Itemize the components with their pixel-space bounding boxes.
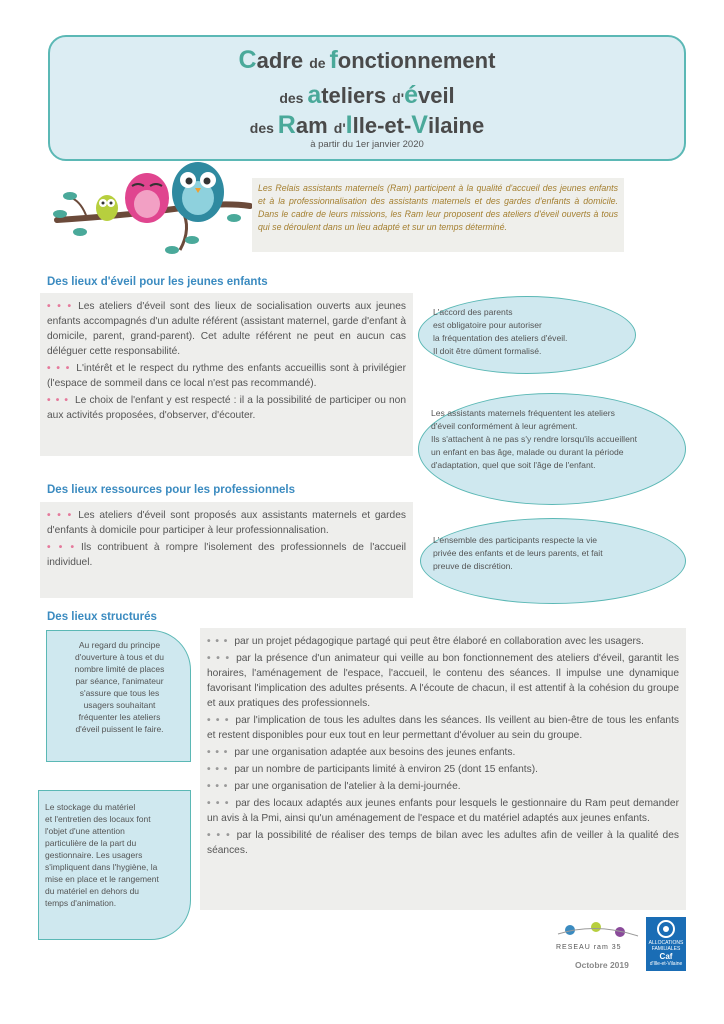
caf-emblem-icon (654, 920, 678, 938)
title-segment: C (238, 46, 257, 74)
side-note-materiel: Le stockage du matériel et l'entretien des locaux font l'objet d'une attention particulière de la part du gestionnaire. Les usagers s'impliquent dans l'hygiène, la mise en place et le rangement du matériel en dehors du temps d'animation. (38, 790, 191, 940)
bullet-dots: • • • (207, 653, 231, 664)
title-segment: adre (256, 48, 310, 73)
bullet-dots: • • • (207, 715, 230, 726)
section-title-structures: Des lieux structurés (47, 611, 157, 623)
bullet-dots: • • • (207, 798, 230, 809)
title-segment: ilaine (427, 113, 485, 138)
list-item: • • • par un nombre de participants limité à environ 25 (dont 15 enfants). (207, 764, 538, 775)
bullet-dots: • • • (207, 764, 229, 775)
intro-text: Les Relais assistants maternels (Ram) participent à la qualité d'accueil des jeunes enfants et à la professionnalisation des assistants maternels et des gardes d'enfants à domicile. Dans le cadre de leurs missions, les Ram leur proposent des ateliers d'éveil ouverts à tous qui se déroulent dans un lieu adapté et sur un temps déterminé. (252, 178, 624, 252)
paragraph: • • • Les ateliers d'éveil sont des lieux de socialisation ouverts aux jeunes enfants accompagnés d'un adulte référent (assistant maternel, garde d'enfant à domicile, parent, grand-parent). Cet adulte référent ne peut en aucun cas déléguer cette responsabilité. (47, 301, 406, 357)
owls-on-branch-illustration (52, 158, 252, 258)
bullet-dots: • • • (47, 363, 71, 374)
title-segment: R (277, 111, 296, 139)
title-segment: d' (392, 90, 405, 106)
section-structures-box (200, 628, 686, 910)
list-item: • • • par une organisation adaptée aux besoins des jeunes enfants. (207, 747, 516, 758)
bullet-dots: • • • (207, 636, 229, 647)
bubble-assistants-agrement: Les assistants maternels fréquentent les ateliers d'éveil conformément à leur agrément. Ils s'attachent à ne pas s'y rendre lorsqu'ils accueillent un enfant en bas âge, malade ou durant la période d'adaptation, quel que soit l'âge de l'enfant. (418, 393, 686, 505)
bullet-dots: • • • (207, 747, 229, 758)
title-line-3 (50, 111, 684, 140)
list-item: • • • par un projet pédagogique partagé qui peut être élaboré en collaboration avec les usagers. (207, 636, 644, 647)
bullet-dots: • • • (207, 781, 229, 792)
list-item: • • • par une organisation de l'atelier à la demi-journée. (207, 781, 461, 792)
title-segment: des (279, 90, 308, 106)
bullet-dots: • • • (47, 510, 73, 521)
title-segment: V (411, 111, 428, 139)
list-item: • • • par des locaux adaptés aux jeunes enfants pour lesquels le gestionnaire du Ram peut demander un avis à la Pmi, ainsi qu'un aménagement de l'espace et du matériel adaptés aux jeunes enfants. (207, 798, 679, 824)
side-note-ouverture: Au regard du principe d'ouverture à tous et du nombre limité de places par séance, l'animateur s'assure que tous les usagers souhaitant fréquenter les ateliers d'éveil puissent le faire. (46, 630, 191, 762)
section-title-ressources: Des lieux ressources pour les professionnels (47, 484, 295, 496)
paragraph: • • • Le choix de l'enfant y est respecté : il a la possibilité de participer ou non aux activités proposées, d'observer, d'écouter. (47, 395, 406, 421)
bubble-parents-consent: L'accord des parents est obligatoire pour autoriser la fréquentation des ateliers d'éveil. Il doit être dûment formalisé. (418, 296, 636, 374)
title-segment: a (307, 81, 322, 109)
bullet-dots: • • • (47, 301, 73, 312)
ram-network-logo (556, 920, 640, 956)
list-item: • • • par la présence d'un animateur qui veille au bon fonctionnement des ateliers d'éveil, garantit les horaires, l'aménagement de l'espace, l'accueil, le contenu des séances. Il impulse une dynamique favorisant l'implication des adultes présents. A l'écoute de chacun, il est attentif à la cohésion du groupe et aux pratiques des professionnels. (207, 653, 679, 709)
ram-logo-text: RESEAU ram 35 (556, 944, 622, 951)
bubble-discretion: L'ensemble des participants respecte la vie privée des enfants et de leurs parents, et fait preuve de discrétion. (420, 518, 686, 604)
footer-date: Octobre 2019 (575, 960, 629, 970)
title-segment: lle-et- (352, 113, 412, 138)
paragraph: • • • L'intérêt et le respect du rythme des enfants accueillis sont à privilégier (l'espace de sommeil dans ce local n'est pas recommandé). (47, 363, 406, 389)
title-segment: de (309, 55, 330, 71)
section-ressources-box (40, 502, 413, 598)
title-segment: f (329, 46, 338, 74)
paragraph: • • • Les ateliers d'éveil sont proposés aux assistants maternels et gardes d'enfants à domicile pour participer à leur professionnalisation. (47, 510, 406, 536)
ram-network-logo-graphic (556, 920, 640, 944)
paragraph: • • • Ils contribuent à rompre l'isolement des professionnels de l'accueil individuel. (47, 542, 406, 568)
section-eveil-box (40, 293, 413, 456)
list-item: • • • par la possibilité de réaliser des temps de bilan avec les adultes afin de veiller à la qualité des séances. (207, 830, 679, 856)
title-segment: des (249, 120, 278, 136)
bullet-dots: • • • (47, 395, 69, 406)
bullet-dots: • • • (47, 542, 76, 553)
title-segment: onctionnement (337, 48, 496, 73)
title-segment: veil (417, 83, 455, 108)
title-line-1 (50, 46, 684, 75)
title-segment: am (295, 113, 334, 138)
title-segment: d' (333, 120, 346, 136)
title-segment: teliers (321, 83, 393, 108)
title-segment: é (404, 81, 418, 109)
title-line-2 (50, 81, 684, 110)
bullet-dots: • • • (207, 830, 231, 841)
list-item: • • • par l'implication de tous les adultes dans les séances. Ils veillent au bien-être de tous les enfants et restent disponibles pour eux tout en leur permettant d'évoluer au sein du groupe. (207, 715, 679, 741)
section-title-eveil: Des lieux d'éveil pour les jeunes enfants (47, 276, 268, 288)
subtitle: à partir du 1er janvier 2020 (310, 139, 424, 150)
header-box (48, 35, 686, 161)
caf-logo: ALLOCATIONS FAMILIALES Caf d'Ille-et-Vilaine (646, 917, 686, 971)
title-segment: I (345, 111, 353, 139)
